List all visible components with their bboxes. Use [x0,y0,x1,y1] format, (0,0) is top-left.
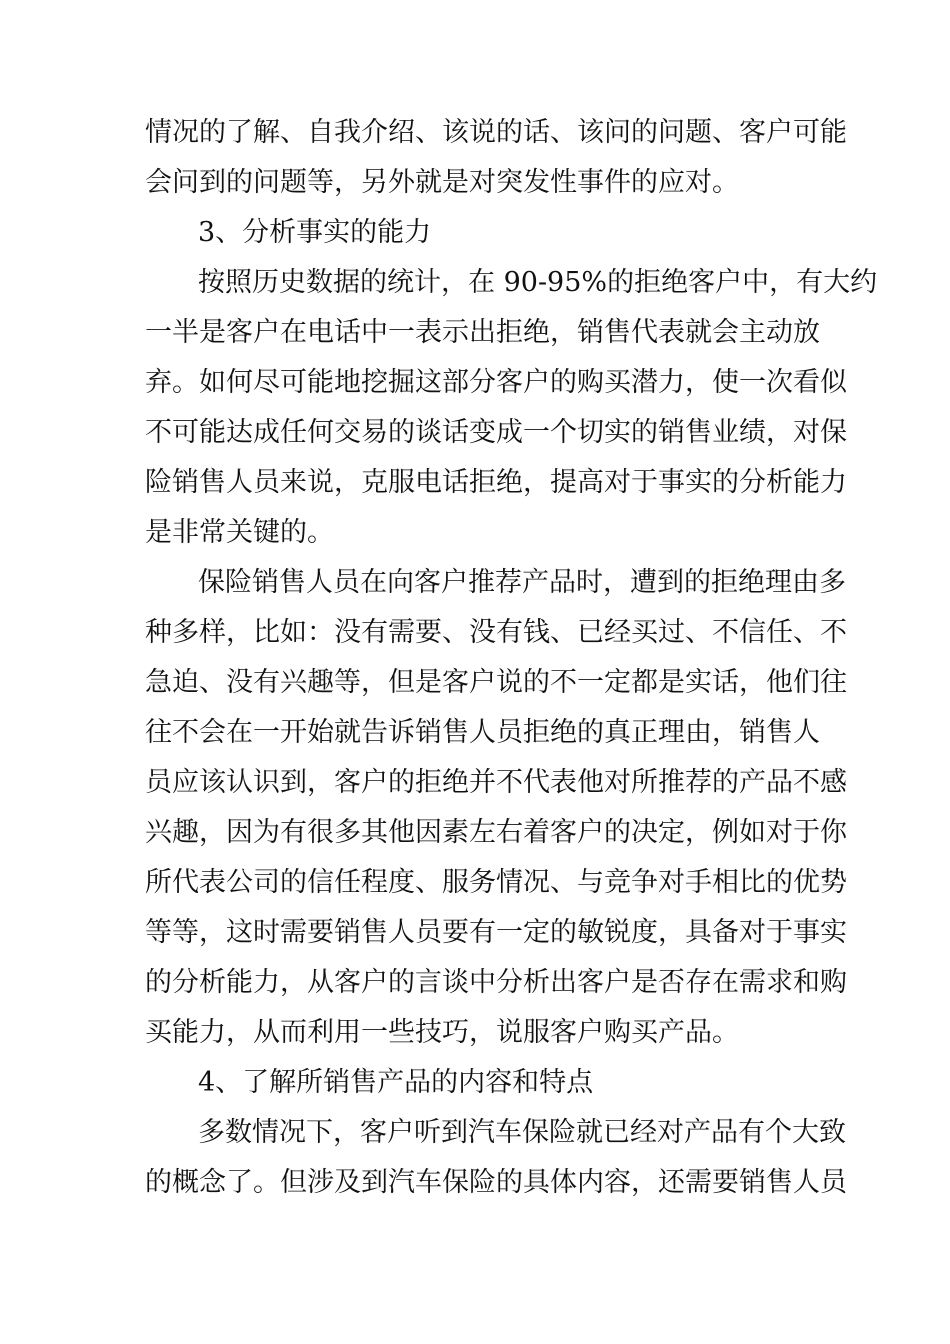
body-line-4: 按照历史数据的统计，在 90-95%的拒绝客户中，有大约 [198,267,878,298]
body-line-13: 往不会在一开始就告诉销售人员拒绝的真正理由，销售人 [145,717,820,748]
body-line-22: 的概念了。但涉及到汽车保险的具体内容，还需要销售人员 [145,1167,847,1198]
body-line-7: 不可能达成任何交易的谈话变成一个切实的销售业绩，对保 [145,417,847,448]
body-line-15: 兴趣，因为有很多其他因素左右着客户的决定，例如对于你 [145,817,847,848]
body-line-10: 保险销售人员在向客户推荐产品时，遭到的拒绝理由多 [198,567,846,598]
body-line-6: 弃。如何尽可能地挖掘这部分客户的购买潜力，使一次看似 [145,367,847,398]
section-heading-4: 4、了解所销售产品的内容和特点 [198,1067,594,1098]
body-line-8: 险销售人员来说，克服电话拒绝，提高对于事实的分析能力 [145,467,847,498]
body-line-21: 多数情况下，客户听到汽车保险就已经对产品有个大致 [198,1117,846,1148]
body-line-17: 等等，这时需要销售人员要有一定的敏锐度，具备对于事实 [145,917,847,948]
body-line-12: 急迫、没有兴趣等，但是客户说的不一定都是实话，他们往 [145,667,847,698]
body-line-11: 种多样，比如：没有需要、没有钱、已经买过、不信任、不 [145,617,847,648]
body-line-19: 买能力，从而利用一些技巧，说服客户购买产品。 [145,1017,739,1048]
body-line-14: 员应该认识到，客户的拒绝并不代表他对所推荐的产品不感 [145,767,847,798]
body-line-9: 是非常关键的。 [145,517,334,548]
body-line-2: 会问到的问题等，另外就是对突发性事件的应对。 [145,167,739,198]
body-line-18: 的分析能力，从客户的言谈中分析出客户是否存在需求和购 [145,967,847,998]
body-line-5: 一半是客户在电话中一表示出拒绝，销售代表就会主动放 [145,317,820,348]
body-line-16: 所代表公司的信任程度、服务情况、与竞争对手相比的优势 [145,867,847,898]
section-heading-3: 3、分析事实的能力 [198,217,432,248]
body-line-1: 情况的了解、自我介绍、该说的话、该问的问题、客户可能 [145,117,847,148]
